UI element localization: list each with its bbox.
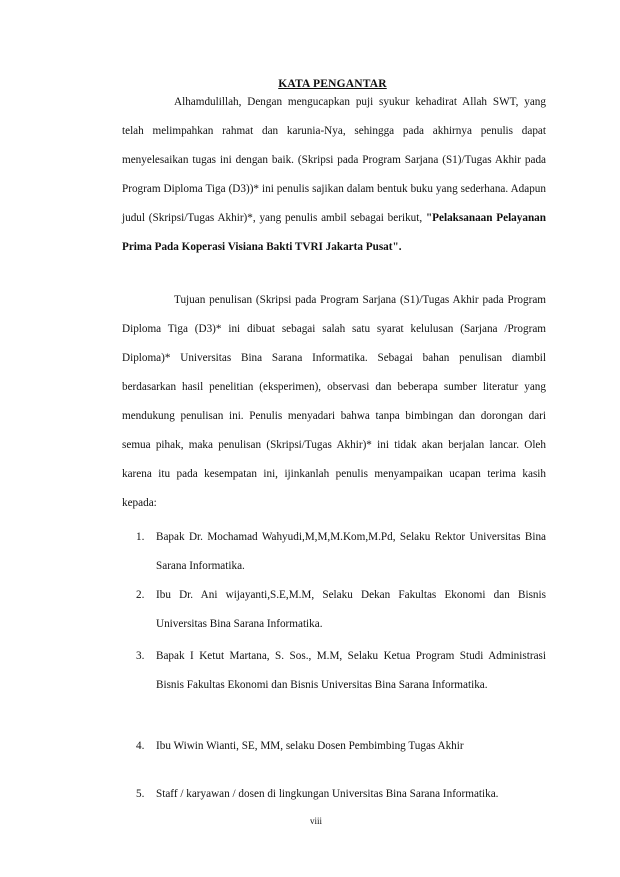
- acknowledgement-list-item-3: [122, 642, 546, 700]
- list-item: [122, 780, 546, 809]
- paragraph-opening: [122, 88, 546, 262]
- list-item-text: Bapak Dr. Mochamad Wahyudi,M,M,M.Kom,M.Pd, Selaku Rektor Universitas Bina Sarana Informatika.: [156, 531, 546, 572]
- list-item-text: Bapak I Ketut Martana, S. Sos., M.M, Selaku Ketua Program Studi Administrasi Bisnis Fakultas Ekonomi dan Bisnis Universitas Bina Sarana Informatika.: [156, 650, 546, 691]
- list-item-text: Ibu Wiwin Wianti, SE, MM, selaku Dosen Pembimbing Tugas Akhir: [156, 740, 464, 752]
- acknowledgement-list-item-1: [122, 523, 546, 581]
- paragraph-purpose-text: Tujuan penulisan (Skripsi pada Program Sarjana (S1)/Tugas Akhir pada Program Diploma Tiga (D3)* ini dibuat sebagai salah satu syarat kelulusan (Sarjana /Program Diploma)* Universitas Bina Sarana Informatika. Sebagai bahan penulisan diambil berdasarkan hasil penelitian (eksperimen), observasi dan beberapa sumber literatur yang mendukung penulisan ini. Penulis menyadari bahwa tanpa bimbingan dan dorongan dari semua pihak, maka penulisan (Skripsi/Tugas Akhir)* ini tidak akan berjalan lancar. Oleh karena itu pada kesempatan ini, ijinkanlah penulis menyampaikan ucapan terima kasih kepada:: [122, 294, 546, 509]
- list-item: [122, 732, 546, 761]
- list-item-number: 5.: [136, 788, 145, 800]
- acknowledgement-list-item-5: [122, 780, 546, 809]
- paragraph-purpose: [122, 286, 546, 518]
- list-item: [122, 523, 546, 581]
- list-item-text: Staff / karyawan / dosen di lingkungan Universitas Bina Sarana Informatika.: [156, 788, 499, 800]
- acknowledgement-list-item-2: [122, 581, 546, 639]
- list-item-number: 1.: [136, 531, 145, 543]
- list-item-number: 3.: [136, 650, 145, 662]
- list-item: [122, 642, 546, 700]
- acknowledgement-list-item-4: [122, 732, 546, 761]
- list-item-text: Ibu Dr. Ani wijayanti,S.E,M.M, Selaku Dekan Fakultas Ekonomi dan Bisnis Universitas Bina Sarana Informatika.: [156, 589, 546, 630]
- list-item-number: 2.: [136, 589, 145, 601]
- list-item-number: 4.: [136, 740, 145, 752]
- thesis-title: "Pelaksanaan Pelayanan Prima Pada Koperasi Visiana Bakti TVRI Jakarta Pusat": [122, 212, 546, 253]
- paragraph-opening-text: Alhamdulillah, Dengan mengucapkan puji syukur kehadirat Allah SWT, yang telah melimpahkan rahmat dan karunia-Nya, sehingga pada akhirnya penulis dapat menyelesaikan tugas ini dengan baik. (Skripsi pada Program Sarjana (S1)/Tugas Akhir pada Program Diploma Tiga (D3))* ini penulis sajikan dalam bentuk buku yang sederhana. Adapun judul (Skripsi/Tugas Akhir)*, yang penulis ambil sebagai berikut,: [122, 96, 546, 224]
- thesis-title-period: .: [398, 241, 402, 253]
- page-number: viii: [310, 816, 323, 826]
- list-item: [122, 581, 546, 639]
- page-title: KATA PENGANTAR: [278, 78, 387, 90]
